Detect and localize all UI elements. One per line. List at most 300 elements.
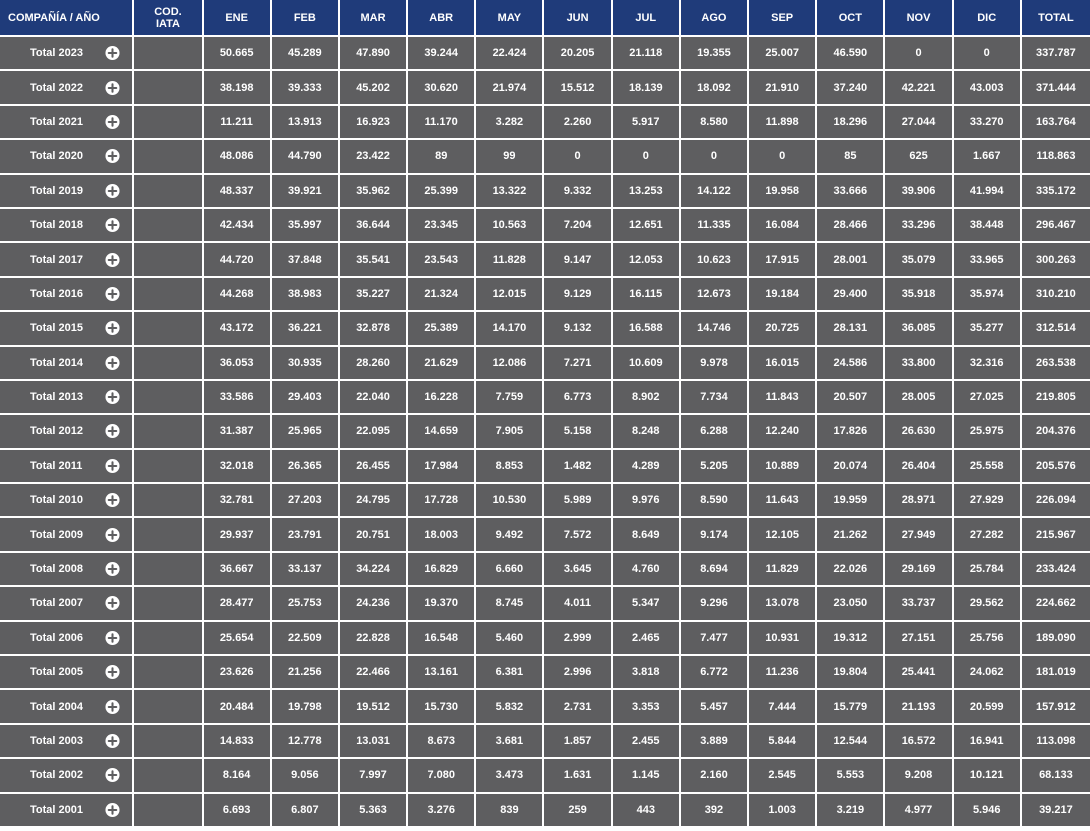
month-value-sep: 7.444 [749,690,817,724]
year-total-cell [0,278,134,312]
table-row [0,656,1090,690]
month-value-nov: 29.169 [885,553,953,587]
iata-code-cell [134,71,203,105]
month-value-jun: 1.857 [544,725,612,759]
month-value-ago: 8.580 [681,106,749,140]
row-total-cell: 118.863 [1022,140,1090,174]
row-total-cell: 337.787 [1022,37,1090,71]
month-value-ene: 28.477 [204,587,272,621]
month-value-ene: 20.484 [204,690,272,724]
month-value-abr: 25.399 [408,175,476,209]
month-value-ene: 48.086 [204,140,272,174]
month-value-feb: 26.365 [272,450,340,484]
month-value-feb: 39.333 [272,71,340,105]
month-value-sep: 10.889 [749,450,817,484]
month-value-ene: 42.434 [204,209,272,243]
row-total-cell: 181.019 [1022,656,1090,690]
month-value-oct: 19.804 [817,656,885,690]
month-value-may: 7.905 [476,415,544,449]
month-value-nov: 33.800 [885,347,953,381]
month-value-nov: 39.906 [885,175,953,209]
year-total-cell [0,587,134,621]
month-value-dic: 20.599 [954,690,1022,724]
month-value-oct: 23.050 [817,587,885,621]
month-value-may: 3.681 [476,725,544,759]
year-total-label: Total 2003 [30,735,83,747]
table-row [0,690,1090,724]
year-total-label: Total 2005 [30,666,83,679]
month-header-mar: MAR [340,0,408,37]
month-value-mar: 24.795 [340,484,408,518]
month-value-dic: 33.965 [954,243,1022,277]
month-value-oct: 5.553 [817,759,885,793]
month-value-may: 3.473 [476,759,544,793]
expand-plus-icon[interactable] [105,80,120,95]
year-total-label: Total 2023 [30,47,83,60]
month-value-feb: 21.256 [272,656,340,690]
month-value-ene: 50.665 [204,37,272,71]
month-value-nov: 27.044 [885,106,953,140]
table-row [0,37,1090,71]
expand-plus-icon[interactable] [105,458,120,473]
iata-code-cell [134,450,203,484]
row-total-cell: 39.217 [1022,794,1090,828]
month-value-ago: 8.590 [681,484,749,518]
expand-plus-icon[interactable] [105,321,120,336]
year-total-label: Total 2021 [30,115,83,128]
month-value-sep: 17.915 [749,243,817,277]
month-value-ago: 0 [681,140,749,174]
month-value-mar: 20.751 [340,518,408,552]
month-value-nov: 27.949 [885,518,953,552]
month-value-jul: 4.289 [613,450,681,484]
month-value-sep: 1.003 [749,794,817,828]
table-row [0,759,1090,793]
iata-code-cell [134,518,203,552]
expand-plus-icon[interactable] [105,390,120,405]
month-value-feb: 37.848 [272,243,340,277]
month-value-jun: 7.271 [544,347,612,381]
expand-plus-icon[interactable] [105,596,120,611]
month-value-abr: 23.543 [408,243,476,277]
year-total-cell [0,106,134,140]
expand-plus-icon[interactable] [105,527,120,542]
month-value-nov: 33.737 [885,587,953,621]
row-total-cell: 263.538 [1022,347,1090,381]
month-value-abr: 18.003 [408,518,476,552]
year-total-cell [0,381,134,415]
month-value-may: 12.015 [476,278,544,312]
month-header-jul: JUL [613,0,681,37]
month-value-jun: 9.132 [544,312,612,346]
month-header-ene: ENE [204,0,272,37]
iata-code-cell [134,347,203,381]
table-row [0,587,1090,621]
year-total-cell [0,622,134,656]
month-value-oct: 28.131 [817,312,885,346]
month-value-abr: 17.728 [408,484,476,518]
month-value-mar: 35.962 [340,175,408,209]
month-value-feb: 25.965 [272,415,340,449]
year-total-cell [0,347,134,381]
month-value-abr: 25.389 [408,312,476,346]
month-value-mar: 34.224 [340,553,408,587]
month-value-oct: 46.590 [817,37,885,71]
month-header-ago: AGO [681,0,749,37]
table-row [0,71,1090,105]
row-total-cell: 371.444 [1022,71,1090,105]
month-value-jun: 4.011 [544,587,612,621]
month-value-may: 5.832 [476,690,544,724]
month-value-ene: 11.211 [204,106,272,140]
month-value-abr: 21.629 [408,347,476,381]
month-value-jul: 18.139 [613,71,681,105]
month-value-oct: 28.466 [817,209,885,243]
month-value-mar: 36.644 [340,209,408,243]
year-total-cell [0,243,134,277]
month-value-mar: 5.363 [340,794,408,828]
month-value-abr: 16.829 [408,553,476,587]
month-value-nov: 27.151 [885,622,953,656]
month-value-mar: 26.455 [340,450,408,484]
month-value-may: 7.759 [476,381,544,415]
month-value-may: 5.460 [476,622,544,656]
row-total-cell: 189.090 [1022,622,1090,656]
month-value-dic: 5.946 [954,794,1022,828]
month-value-nov: 28.005 [885,381,953,415]
month-value-nov: 26.404 [885,450,953,484]
expand-plus-icon[interactable] [105,218,120,233]
year-total-cell [0,656,134,690]
month-value-dic: 27.929 [954,484,1022,518]
month-value-sep: 11.236 [749,656,817,690]
month-value-nov: 28.971 [885,484,953,518]
table-row [0,415,1090,449]
month-value-oct: 20.074 [817,450,885,484]
month-value-jul: 3.353 [613,690,681,724]
month-value-sep: 11.829 [749,553,817,587]
month-value-abr: 11.170 [408,106,476,140]
year-total-label: Total 2017 [30,253,83,266]
month-value-mar: 45.202 [340,71,408,105]
month-value-jun: 1.482 [544,450,612,484]
month-value-feb: 13.913 [272,106,340,140]
month-value-jul: 12.651 [613,209,681,243]
month-value-mar: 24.236 [340,587,408,621]
month-value-nov: 625 [885,140,953,174]
month-value-abr: 3.276 [408,794,476,828]
month-value-dic: 38.448 [954,209,1022,243]
month-value-may: 6.660 [476,553,544,587]
month-value-ene: 44.268 [204,278,272,312]
header-row [0,0,1090,37]
month-value-ene: 31.387 [204,415,272,449]
year-total-label: Total 2010 [30,494,83,507]
month-value-may: 13.322 [476,175,544,209]
month-value-jul: 1.145 [613,759,681,793]
month-value-abr: 8.673 [408,725,476,759]
month-value-jul: 443 [613,794,681,828]
month-value-dic: 25.756 [954,622,1022,656]
month-value-abr: 21.324 [408,278,476,312]
expand-plus-icon[interactable] [105,562,120,577]
month-value-dic: 25.975 [954,415,1022,449]
expand-plus-icon[interactable] [105,183,120,198]
month-value-jul: 3.818 [613,656,681,690]
iata-code-cell [134,140,203,174]
month-value-feb: 23.791 [272,518,340,552]
month-value-abr: 39.244 [408,37,476,71]
month-header-sep: SEP [749,0,817,37]
row-total-cell: 300.263 [1022,243,1090,277]
month-value-jul: 16.588 [613,312,681,346]
month-value-jul: 5.347 [613,587,681,621]
month-value-may: 9.492 [476,518,544,552]
year-total-cell [0,553,134,587]
month-value-oct: 22.026 [817,553,885,587]
expand-plus-icon[interactable] [105,734,120,749]
month-value-oct: 17.826 [817,415,885,449]
expand-plus-icon[interactable] [105,149,120,164]
month-value-dic: 27.282 [954,518,1022,552]
month-value-feb: 38.983 [272,278,340,312]
month-value-oct: 19.959 [817,484,885,518]
table-row [0,622,1090,656]
month-value-nov: 33.296 [885,209,953,243]
month-value-may: 12.086 [476,347,544,381]
month-header-feb: FEB [272,0,340,37]
month-value-oct: 28.001 [817,243,885,277]
month-value-oct: 18.296 [817,106,885,140]
month-header-dic: DIC [954,0,1022,37]
month-value-ago: 8.694 [681,553,749,587]
year-total-label: Total 2007 [30,597,83,610]
expand-plus-icon[interactable] [105,355,120,370]
iata-code-cell [134,243,203,277]
month-value-sep: 5.844 [749,725,817,759]
month-value-dic: 16.941 [954,725,1022,759]
month-value-ago: 10.623 [681,243,749,277]
expand-plus-icon[interactable] [105,665,120,680]
iata-code-cell [134,656,203,690]
month-value-may: 21.974 [476,71,544,105]
table-row [0,381,1090,415]
month-value-nov: 25.441 [885,656,953,690]
table-row [0,553,1090,587]
table-row [0,312,1090,346]
expand-plus-icon[interactable] [105,768,120,783]
month-value-ago: 14.122 [681,175,749,209]
expand-plus-icon[interactable] [105,699,120,714]
month-value-sep: 12.105 [749,518,817,552]
month-value-jul: 4.760 [613,553,681,587]
month-value-sep: 0 [749,140,817,174]
month-value-sep: 2.545 [749,759,817,793]
iata-code-cell [134,690,203,724]
month-value-ene: 36.667 [204,553,272,587]
month-value-jun: 2.996 [544,656,612,690]
month-value-jul: 12.053 [613,243,681,277]
month-value-abr: 17.984 [408,450,476,484]
month-value-feb: 19.798 [272,690,340,724]
expand-plus-icon[interactable] [105,252,120,267]
month-value-jun: 7.204 [544,209,612,243]
expand-plus-icon[interactable] [105,493,120,508]
month-value-nov: 21.193 [885,690,953,724]
expand-plus-icon[interactable] [105,286,120,301]
month-value-jul: 16.115 [613,278,681,312]
month-value-sep: 12.240 [749,415,817,449]
month-value-ene: 6.693 [204,794,272,828]
month-value-dic: 27.025 [954,381,1022,415]
row-total-cell: 113.098 [1022,725,1090,759]
row-total-cell: 68.133 [1022,759,1090,793]
month-value-jun: 9.332 [544,175,612,209]
month-value-ago: 14.746 [681,312,749,346]
year-total-cell [0,312,134,346]
month-value-nov: 42.221 [885,71,953,105]
table-row [0,794,1090,828]
month-value-oct: 19.312 [817,622,885,656]
month-value-feb: 9.056 [272,759,340,793]
month-value-dic: 24.062 [954,656,1022,690]
table-row [0,347,1090,381]
iata-code-cell [134,106,203,140]
month-value-nov: 35.918 [885,278,953,312]
expand-plus-icon[interactable] [105,424,120,439]
month-value-abr: 14.659 [408,415,476,449]
month-value-dic: 0 [954,37,1022,71]
month-value-jul: 8.902 [613,381,681,415]
month-value-ene: 44.720 [204,243,272,277]
month-value-jun: 3.645 [544,553,612,587]
month-value-mar: 47.890 [340,37,408,71]
month-value-sep: 19.958 [749,175,817,209]
month-value-feb: 35.997 [272,209,340,243]
month-header-jun: JUN [544,0,612,37]
year-total-cell [0,450,134,484]
month-value-ene: 23.626 [204,656,272,690]
month-value-ene: 33.586 [204,381,272,415]
month-value-dic: 32.316 [954,347,1022,381]
month-header-nov: NOV [885,0,953,37]
table-row [0,518,1090,552]
month-value-mar: 19.512 [340,690,408,724]
expand-plus-icon[interactable] [105,114,120,129]
month-value-ago: 2.160 [681,759,749,793]
row-total-cell: 215.967 [1022,518,1090,552]
month-value-jul: 0 [613,140,681,174]
iata-code-cell [134,553,203,587]
month-value-jul: 8.248 [613,415,681,449]
month-header-abr: ABR [408,0,476,37]
month-value-ago: 7.477 [681,622,749,656]
month-value-ago: 6.288 [681,415,749,449]
month-value-jun: 15.512 [544,71,612,105]
month-value-abr: 30.620 [408,71,476,105]
month-value-oct: 21.262 [817,518,885,552]
month-value-jun: 9.129 [544,278,612,312]
month-value-sep: 16.084 [749,209,817,243]
month-value-jul: 2.465 [613,622,681,656]
month-value-ene: 25.654 [204,622,272,656]
month-value-ene: 36.053 [204,347,272,381]
month-value-ene: 29.937 [204,518,272,552]
month-header-may: MAY [476,0,544,37]
month-value-may: 3.282 [476,106,544,140]
year-total-label: Total 2006 [30,631,83,644]
month-value-jun: 1.631 [544,759,612,793]
month-value-dic: 43.003 [954,71,1022,105]
month-value-may: 8.745 [476,587,544,621]
month-value-nov: 0 [885,37,953,71]
month-value-feb: 30.935 [272,347,340,381]
year-total-label: Total 2009 [30,528,83,541]
month-value-feb: 33.137 [272,553,340,587]
year-total-cell [0,794,134,828]
year-total-label: Total 2015 [30,322,83,335]
month-value-ago: 7.734 [681,381,749,415]
month-value-ago: 19.355 [681,37,749,71]
month-value-mar: 13.031 [340,725,408,759]
iata-code-cell [134,175,203,209]
expand-plus-icon[interactable] [105,802,120,817]
iata-code-cell [134,415,203,449]
month-value-dic: 35.277 [954,312,1022,346]
year-total-label: Total 2004 [30,700,83,713]
month-value-feb: 36.221 [272,312,340,346]
year-total-cell [0,37,134,71]
month-value-nov: 26.630 [885,415,953,449]
table-row [0,278,1090,312]
row-total-cell: 335.172 [1022,175,1090,209]
year-total-cell [0,484,134,518]
month-value-jun: 2.731 [544,690,612,724]
month-value-mar: 35.227 [340,278,408,312]
month-value-jun: 5.158 [544,415,612,449]
iata-code-cell [134,312,203,346]
month-value-jun: 20.205 [544,37,612,71]
month-value-ago: 18.092 [681,71,749,105]
table-row [0,140,1090,174]
month-value-ago: 3.889 [681,725,749,759]
company-year-header: COMPAÑÍA / AÑO [0,0,134,37]
month-value-abr: 19.370 [408,587,476,621]
row-total-cell: 296.467 [1022,209,1090,243]
month-value-ago: 5.205 [681,450,749,484]
month-value-ago: 9.296 [681,587,749,621]
expand-plus-icon[interactable] [105,46,120,61]
row-total-cell: 233.424 [1022,553,1090,587]
month-value-mar: 22.040 [340,381,408,415]
month-value-sep: 10.931 [749,622,817,656]
month-value-may: 11.828 [476,243,544,277]
month-value-nov: 9.208 [885,759,953,793]
month-value-jun: 0 [544,140,612,174]
iata-code-cell [134,484,203,518]
row-total-cell: 163.764 [1022,106,1090,140]
month-value-feb: 22.509 [272,622,340,656]
expand-plus-icon[interactable] [105,630,120,645]
month-value-oct: 12.544 [817,725,885,759]
month-value-nov: 35.079 [885,243,953,277]
month-value-sep: 25.007 [749,37,817,71]
month-value-ene: 32.781 [204,484,272,518]
month-value-ago: 6.772 [681,656,749,690]
iata-code-cell [134,209,203,243]
year-total-label: Total 2008 [30,563,83,576]
month-value-sep: 16.015 [749,347,817,381]
